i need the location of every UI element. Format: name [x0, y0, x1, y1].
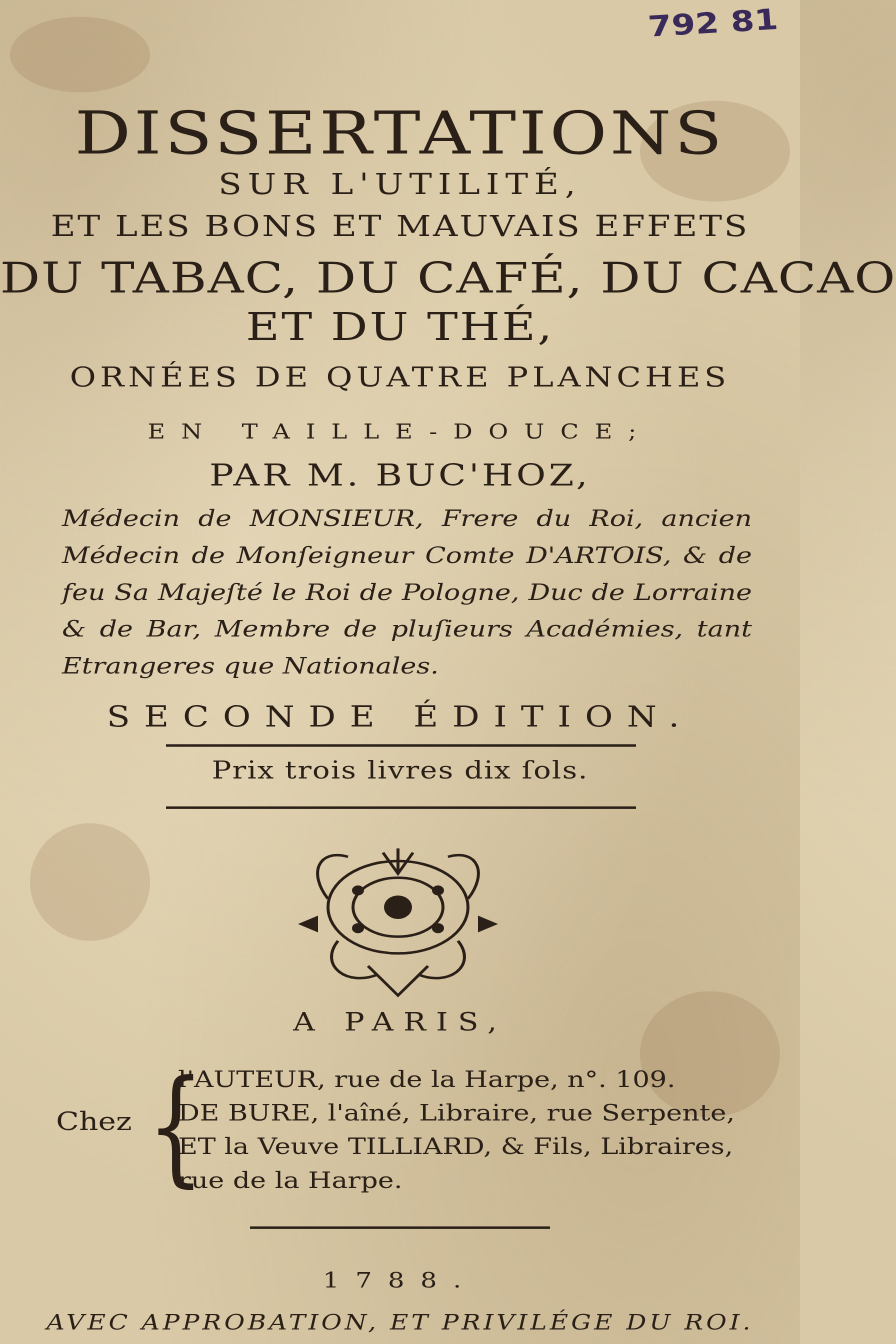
author-byline: PAR M. BUC'HOZ,: [209, 458, 591, 494]
imprint-year: 1788.: [322, 1268, 478, 1294]
imprint-address-tilliard: ET la Veuve TILLIARD, & Fils, Libraires,: [178, 1134, 734, 1161]
imprint-address-street: rue de la Harpe.: [178, 1167, 403, 1194]
edition-statement: SECONDE ÉDITION.: [106, 700, 694, 735]
foxing-stain: [10, 17, 150, 93]
title-line-6: ORNÉES DE QUATRE PLANCHES: [69, 361, 731, 394]
title-line-4: DU TABAC, DU CAFÉ, DU CACAO: [0, 253, 896, 303]
imprint-address-debure: DE BURE, l'aîné, Libraire, rue Serpente,: [178, 1100, 735, 1127]
privilege-statement: AVEC APPROBATION, ET PRIVILÉGE DU ROI.: [46, 1310, 754, 1335]
divider-rule: [166, 806, 636, 809]
imprint-city: A PARIS,: [293, 1007, 507, 1038]
shelfmark-stamp: 792 81: [646, 2, 780, 45]
divider-rule: [166, 744, 636, 747]
title-main: DISSERTATIONS: [74, 99, 726, 168]
title-line-2: SUR L'UTILITÉ,: [218, 168, 582, 202]
divider-rule: [250, 1226, 550, 1229]
printer-vignette-ornament: [288, 840, 508, 1000]
foxing-stain: [30, 823, 150, 941]
title-line-7: EN TAILLE-DOUCE;: [147, 420, 653, 444]
title-line-5: ET DU THÉ,: [245, 304, 555, 350]
curly-brace-icon: {: [147, 1053, 205, 1200]
imprint-address-author: l'AUTEUR, rue de la Harpe, n°. 109.: [178, 1066, 676, 1093]
imprint-chez: Chez: [56, 1107, 132, 1137]
price-statement: Prix trois livres dix ſols.: [211, 756, 589, 785]
title-line-3: ET LES BONS ET MAUVAIS EFFETS: [50, 210, 750, 244]
author-credentials: Médecin de MONSIEUR, Frere du Roi, ancien Médecin de Monſeigneur Comte D'ARTOIS, & de feu Sa Majeſté le Roi de Pologne, Duc de Lorraine & de Bar, Membre de pluſieurs Académies, tant Etrangeres que Nationales.: [62, 505, 752, 680]
